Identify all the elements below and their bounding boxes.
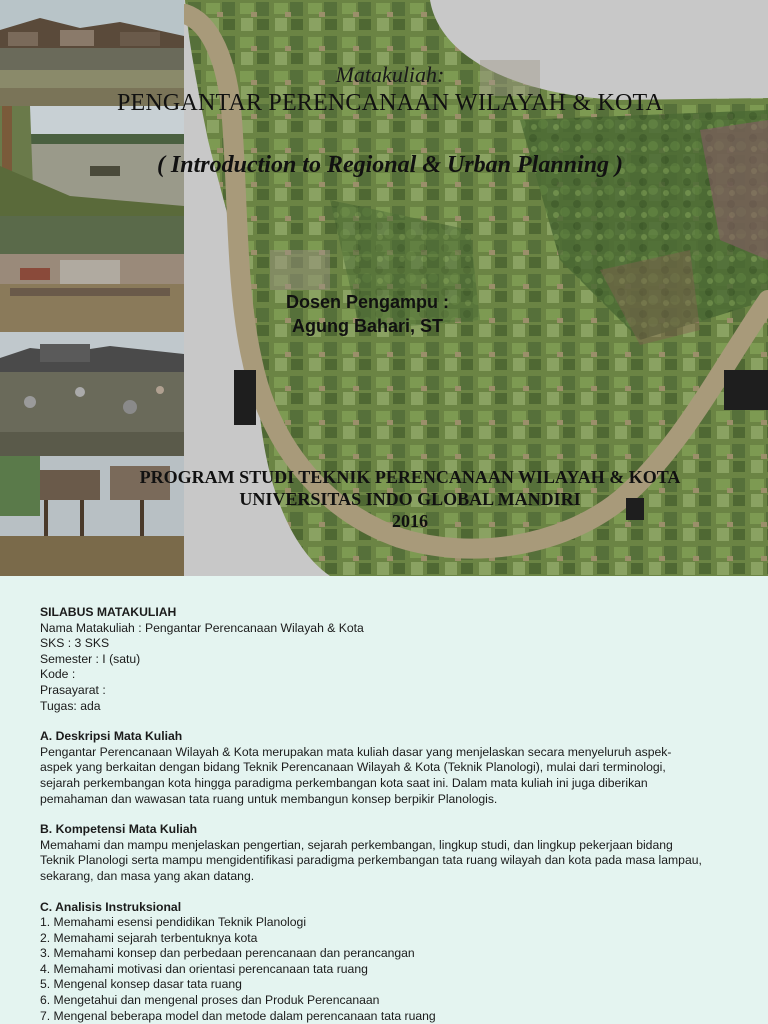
course-label: Matakuliah: — [335, 62, 445, 87]
syllabus-page — [0, 576, 768, 1024]
list-item: 1. Memahami esensi pendidikan Teknik Planologi — [40, 915, 307, 930]
section-b-title: B. Kompetensi Mata Kuliah — [40, 822, 198, 837]
list-item: 4. Memahami motivasi dan orientasi perencanaan tata ruang — [40, 961, 368, 976]
waste-riverbank-photo — [0, 332, 184, 456]
course-subtitle: ( Introduction to Regional & Urban Planning ) — [156, 152, 624, 178]
syllabus-field: Prasayarat : — [40, 682, 106, 697]
syllabus-field: Semester : I (satu) — [40, 651, 141, 666]
list-item: 2. Memahami sejarah terbentuknya kota — [40, 930, 258, 945]
section-b-line: Memahami dan mampu menjelaskan pengertian, sejarah perkembangan, lingkup studi, dan lingkup pekerjaan bidang — [40, 837, 673, 852]
list-item: 7. Mengenal beberapa model dan metode dalam perencanaan tata ruang — [40, 1008, 436, 1023]
list-item: 6. Mengetahui dan mengenal proses dan Produk Perencanaan — [40, 993, 380, 1008]
section-a-line: Pengantar Perencanaan Wilayah & Kota merupakan mata kuliah dasar yang menjelaskan secara menyeluruh aspek- — [40, 744, 672, 759]
section-c-title: C. Analisis Instruksional — [40, 899, 182, 914]
section-b-line: sekarang, dan masa yang akan datang. — [40, 868, 255, 883]
section-a-line: sejarah perkembangan kota hingga paradigma perkembangan kota saat ini. Dalam mata kuliah ini juga diberikan — [40, 775, 648, 790]
riverbank-boats-photo — [0, 216, 184, 332]
section-a-line: aspek yang berkaitan dengan bidang Teknik Perencanaan Wilayah & Kota (Teknik Planologi), mulai dari terminologi, — [40, 760, 666, 775]
syllabus-field: Nama Matakuliah : Pengantar Perencanaan Wilayah & Kota — [40, 620, 364, 635]
section-a-line: pemahaman dan wawasan tata ruang untuk membangun konsep berpikir Planologis. — [40, 791, 498, 806]
section-b-line: Teknik Planologi serta mampu mengidentifikasi paradigma perkembangan tata ruang wilayah dan kota pada masa lampau, — [40, 853, 702, 868]
lecturer-name: Agung Bahari, ST — [292, 316, 444, 336]
list-item: 5. Mengenal konsep dasar tata ruang — [40, 977, 242, 992]
syllabus-text — [40, 605, 740, 1024]
university-name: UNIVERSITAS INDO GLOBAL MANDIRI — [239, 489, 581, 509]
instruction-list — [40, 915, 740, 1024]
section-a-title: A. Deskripsi Mata Kuliah — [40, 729, 183, 744]
syllabus-field: Kode : — [40, 667, 76, 682]
program-name: PROGRAM STUDI TEKNIK PERENCANAAN WILAYAH & KOTA — [139, 467, 681, 487]
year: 2016 — [392, 511, 428, 531]
course-title: PENGANTAR PERENCANAAN WILAYAH & KOTA — [116, 90, 664, 116]
lecturer-label: Dosen Pengampu : — [286, 292, 450, 312]
syllabus-field: SKS : 3 SKS — [40, 636, 110, 651]
institution-block — [120, 466, 700, 532]
syllabus-heading: SILABUS MATAKULIAH — [40, 605, 177, 619]
syllabus-field: Tugas: ada — [40, 698, 101, 713]
list-item: 3. Memahami konsep dan perbedaan perencanaan dan perancangan — [40, 946, 415, 961]
